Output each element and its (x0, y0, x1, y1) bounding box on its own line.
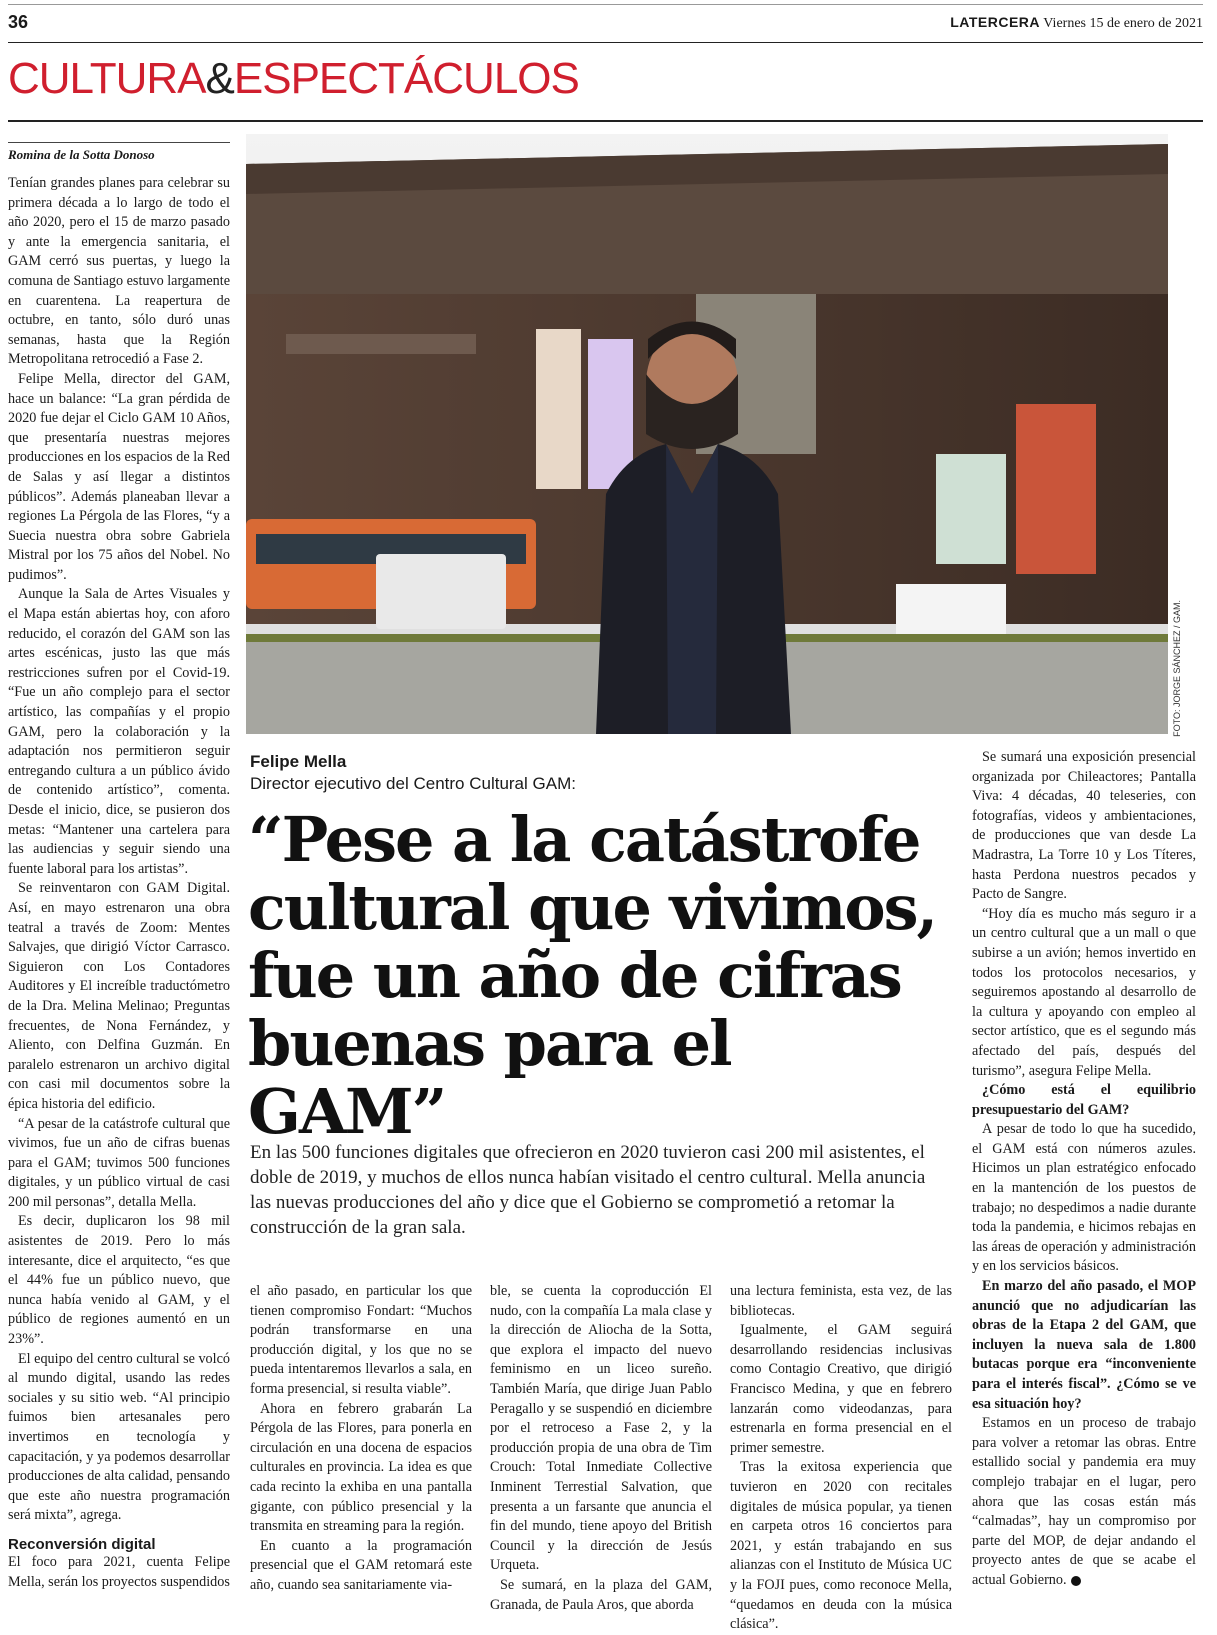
paragraph: “Hoy día es mucho más seguro ir a un centro cultural que a un mall o que subirse a un avión; hemos invertido en todos los protocolos necesarios, y seguiremos apostando al desarrollo de la cultura y apoyando con empleo al sector artístico, que es el segundo más afectado del país, después del turismo”, asegura Felipe Mella. (972, 905, 1196, 1079)
paragraph (972, 1414, 1196, 1590)
photo-credit: FOTO: JORGE SÁNCHEZ / GAM. (1172, 600, 1182, 737)
paragraph: “A pesar de la catástrofe cultural que vivimos, fue un año de cifras buenas para el GAM; tuvimos 500 funciones digitales, y un público virtual de casi 200 mil personas”, detalla Mella. (8, 1115, 230, 1210)
byline: Romina de la Sotta Donoso (8, 142, 230, 163)
paragraph: Es decir, duplicaron los 98 mil asistentes de 2019. Pero lo más interesante, dice el arquitecto, “es que el 44% fue un público nuevo, que nunca había venido al GAM, y el público de regiones aumentó en un 23%”. (8, 1213, 230, 1348)
paragraph: El equipo del centro cultural se volcó al mundo digital, usando las redes sociales y su sitio web. “Al principio fuimos bien artesanales pero invertimos en tecnología y capacitación, y ya podemos desarrollar producciones de alta calidad, pensando que este año nuestra programación será mixta”, agrega. (8, 1350, 230, 1524)
section-rule (8, 120, 1203, 122)
header-rule (8, 42, 1203, 43)
section-title-part1: CULTURA (8, 54, 206, 103)
newspaper-brand: LATERCERA (950, 14, 1041, 30)
paragraph: Se sumará, en la plaza del GAM, Granada, de Paula Aros, que aborda (490, 1576, 712, 1613)
interview-question: En marzo del año pasado, el MOP anunció que no adjudicarían las obras de la Etapa 2 del GAM, que incluyen la nueva sala de 1.800 butacas porque era “inconveniente para el interés fiscal”. ¿Cómo se ve esa situación hoy? (972, 1278, 1196, 1412)
article-column-2 (250, 1282, 472, 1614)
article-column-1 (8, 174, 230, 1614)
article-column-4 (730, 1282, 952, 1633)
paragraph: Felipe Mella, director del GAM, hace un balance: “La gran pérdida de 2020 fue dejar el Ciclo GAM 10 Años, que presentaría nuestras mejores producciones en los espacios de la Red de Salas y así llegar a distintos públicos”. Además planeaban llevar a regiones La Pérgola de las Flores, “y a Suecia nuestra obra sobre Gabriela Mistral por los 75 años del Nobel. No pudimos”. (8, 370, 230, 583)
paragraph: una lectura feminista, esta vez, de las bibliotecas. (730, 1283, 952, 1319)
interviewee-name: Felipe Mella (250, 752, 347, 771)
interview-question: ¿Cómo está el equilibrio presupuestario del GAM? (972, 1082, 1196, 1118)
paragraph: Se reinventaron con GAM Digital. Así, en mayo estrenaron una obra teatral a través de Zoom: Mentes Salvajes, que dirigió Víctor Carrasco. Siguieron con Los Contadores Auditores y El increíble traductómetro de la Dra. Melina Melinao; Preguntas frecuentes, de Nona Fernández, y Aliento, con Delfina Guzmán. En paralelo estrenaron un archivo digital con casi mil documentos sobre la épica historia del edificio. (8, 880, 230, 1112)
article-photo (246, 134, 1168, 734)
paragraph-text: Estamos en un proceso de trabajo para volver a retomar las obras. Entre estallido social y pandemia era muy complejo trabajar en el lugar, pero ahora que las cosas están más “calmadas”, hay un compromiso por parte del MOP, de dejar andando el proyecto antes de que se acabe el actual Gobierno. (972, 1415, 1196, 1588)
paragraph: Tras la exitosa experiencia que tuvieron en 2020 con recitales digitales de música popular, ya tienen en carpeta otros 16 conciertos para 2021, y están trabajando en sus alianzas con el Instituto de Música UC y la FOJI pues, como reconoce Mella, “quedamos en deuda con la música clásica”. (730, 1459, 952, 1633)
paragraph: Tenían grandes planes para celebrar su primera década a lo largo de todo el año 2020, pero el 15 de marzo pasado y ante la emergencia sanitaria, el GAM cerró sus puertas, y luego la comuna de Santiago estuvo largamente en cuarentena. La reapertura de octubre, en tanto, sólo duró unas semanas, hasta que la Región Metropolitana retrocedió a Fase 2. (8, 175, 230, 368)
top-rule (8, 4, 1203, 5)
section-title (8, 54, 579, 104)
paragraph: Aunque la Sala de Artes Visuales y el Mapa están abiertas hoy, con aforo reducido, el corazón del GAM son las artes escénicas, justo las que más restricciones sufren por el Covid-19. “Fue un año complejo para el sector artístico, las compañías y el propio GAM, pero la colaboración y la adaptación nos permitieron seguir entregando cultura a un público ávido de contenido artístico”, comenta. Desde el inicio, dice, se pusieron dos metas: “Mantener una cartelera para las audiencias y seguir siendo una fuente laboral para los artistas”. (8, 586, 230, 877)
article-column-5 (972, 748, 1196, 1614)
paragraph: El foco para 2021, cuenta Felipe Mella, serán los proyectos suspendidos (8, 1553, 230, 1590)
issue-date: Viernes 15 de enero de 2021 (1043, 16, 1203, 31)
section-title-amp: & (205, 54, 234, 103)
paragraph: Ahora en febrero grabarán La Pérgola de las Flores, para ponerla en circulación en una docena de espacios culturales en provincia. La idea es que cada recinto la exhiba en una pantalla gigante, con público presencial y la transmita en streaming para la región. (250, 1400, 472, 1535)
lead-paragraph: En las 500 funciones digitales que ofrecieron en 2020 tuvieron casi 200 mil asistentes, el doble de 2019, y muchos de ellos nunca habían visitado el centro cultural. Mella anuncia las nuevas producciones del año y dice que el Gobierno se comprometió a retomar la construcción de la gran sala. (250, 1142, 926, 1238)
section-title-part2: ESPECTÁCULOS (233, 54, 579, 103)
end-of-article-bullet (1071, 1576, 1081, 1586)
headline: “Pese a la catástrofe cultural que vivimos, fue un año de cifras buenas para el GAM” (248, 803, 937, 1148)
paragraph: A pesar de todo lo que ha sucedido, el GAM está con números azules. Hicimos un plan estratégico enfocado en la mantención de los puestos de trabajo; no despedimos a nadie durante toda la pandemia, e hicimos rebajas en las áreas de operación y administración y en los servicios básicos. (972, 1121, 1196, 1275)
paragraph: Se sumará una exposición presencial organizada por Chileactores; Pantalla Viva: 4 décadas, 40 teleseries, con fotografías, videos y ambientaciones, de producciones que van desde La Madrastra, La Torre 10 y Los Títeres, hasta Perdona nuestros pecados y Pacto de Sangre. (972, 749, 1196, 903)
paragraph: ble, se cuenta la coproducción El nudo, con la compañía La mala clase y la dirección de Aliocha de la Sotta, que explora el impacto del nuevo feminismo en un liceo sureño. También María, que dirige Juan Pablo Peragallo y se suspendió en diciembre por el retroceso a Fase 2, y la producción propia de una obra de Tim Crouch: Total Inmediate Collective Inminent Terrestial Salvation, que presenta a un farsante que anuncia el fin del mundo, tiene apoyo del British Council y la dirección de Jesús Urqueta. (490, 1283, 712, 1574)
masthead (950, 14, 1203, 32)
interviewee-role: Director ejecutivo del Centro Cultural GAM: (250, 774, 576, 793)
page-number: 36 (8, 12, 29, 32)
subheading: Reconversión digital (8, 1535, 156, 1553)
paragraph: En cuanto a la programación presencial que el GAM retomará este año, cuando sea sanitariamente via- (250, 1537, 472, 1593)
photo-felipe-mella-at-gam (246, 134, 1168, 734)
article-column-3 (490, 1282, 712, 1614)
paragraph: Igualmente, el GAM seguirá desarrollando residencias inclusivas como Contagio Creativo, que dirigió Francisco Medina, y que en febrero lanzarán como videodanzas, para estrenarla en forma presencial en el primer semestre. (730, 1322, 952, 1456)
paragraph: el año pasado, en particular los que tienen compromiso Fondart: “Muchos podrán transformarse en una producción digital, y los que no se pueda intentaremos llevarlos a sala, en forma presencial, si resulta viable”. (250, 1283, 472, 1397)
